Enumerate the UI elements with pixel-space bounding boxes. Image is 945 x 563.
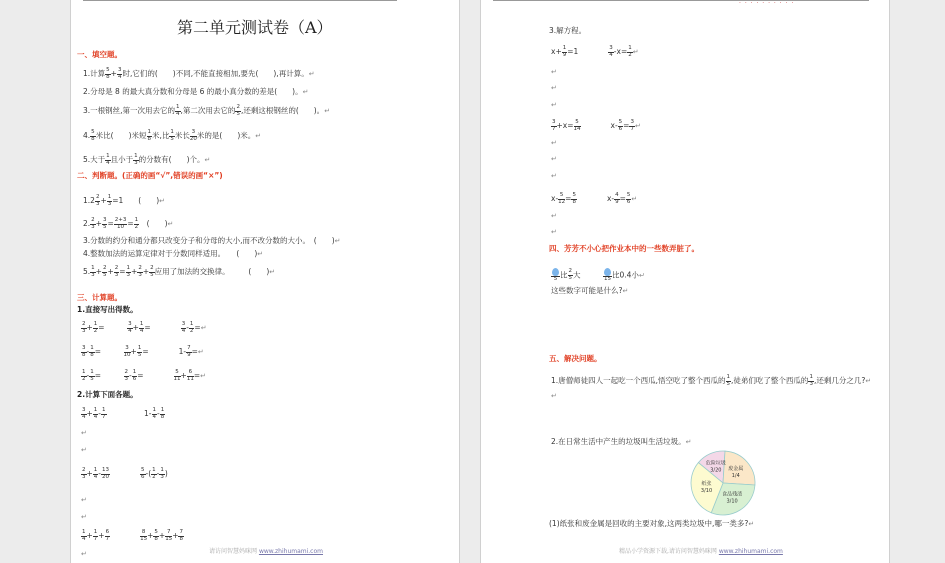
question-1-5: 5.大于 $\frac{1}{4}$ 且小于 $\frac{1}{3}$ 的分数有( )个。↵ bbox=[83, 153, 211, 166]
question-2-2: 2. $\frac{2}{3}$ + $\frac{3}{5}$ = $\frac{2+3}{10}$ = $\frac{1}{2}$ ( )↵ bbox=[83, 217, 174, 230]
question-2-4: 4.整数加法的运算定律对于分数同样适用。 ( )↵ bbox=[83, 249, 264, 258]
compute-row-3: $\frac{1}{4}$ + $\frac{1}{7}$ + $\frac{6}{7}$ $\frac{8}{15}$ + $\frac{5}{8}$ + $\frac{7}{15}$ + $\frac{7}{8}$ bbox=[82, 529, 183, 542]
question-2-1: 1.2 $\frac{2}{3}$ + $\frac{1}{3}$ =1 ( )↵ bbox=[83, 194, 166, 207]
subsection-direct: 1.直接写出得数。 bbox=[77, 305, 138, 314]
compute-row-1: $\frac{3}{4}$ + $\frac{1}{4}$ - $\frac{1}{7}$ 1- $\frac{1}{4}$ - $\frac{1}{8}$ bbox=[82, 407, 165, 420]
blank-line: ↵ bbox=[551, 139, 557, 147]
page-title: 第二单元测试卷（A） bbox=[177, 18, 333, 37]
question-5-1: 1.唐僧师徒四人一起吃一个西瓜,悟空吃了整个西瓜的 $\frac{1}{5}$ ,徒弟们吃了整个西瓜的 $\frac{1}{3}$ ,还剩几分之几?↵ bbox=[551, 374, 872, 387]
question-2-5: 5. $\frac{1}{3}$ + $\frac{2}{5}$ + $\frac{2}{3}$ = $\frac{1}{3}$ + $\frac{2}{3}$ + $\frac{2}{5}$ 应用了加法的交换律。 ( )↵ bbox=[83, 265, 276, 278]
section-fill-blank: 一、填空题。 bbox=[77, 50, 122, 59]
section-smudged: 四、芳芳不小心把作业本中的一些数弄脏了。 bbox=[549, 244, 699, 253]
question-1-2: 2.分母是 8 的最大真分数和分母是 6 的最小真分数的差是( )。↵ bbox=[83, 87, 309, 96]
smudged-numbers: 5 比 $\frac{2}{5}$ 大 15 比0.4小↵ bbox=[551, 268, 645, 283]
question-5-2-1: (1)纸张和废金属是回收的主要对象,这两类垃圾中,哪一类多?↵ bbox=[549, 519, 755, 528]
question-4-prompt: 这些数字可能是什么?↵ bbox=[551, 286, 629, 295]
pie-label: 危险垃圾 bbox=[705, 460, 726, 467]
blank-line: ↵ bbox=[551, 101, 557, 109]
blank-line: ↵ bbox=[81, 446, 87, 454]
question-1-4: 4. $\frac{5}{8}$ 米比( )米短 $\frac{1}{8}$ 米,比 $\frac{1}{5}$ 米长 $\frac{3}{20}$ 米的是( )米。↵ bbox=[83, 129, 262, 142]
header-line bbox=[493, 0, 869, 1]
equation-row-2: $\frac{3}{7}$ +x= $\frac{5}{14}$ x- $\frac{5}{6}$ = $\frac{3}{7}$ ↵ bbox=[552, 119, 641, 132]
subsection-equation: 3.解方程。 bbox=[549, 26, 587, 35]
section-calculation: 三、计算题。 bbox=[77, 293, 122, 302]
footer-link[interactable]: www.zhihumami.com bbox=[718, 548, 783, 555]
blank-line: ↵ bbox=[551, 212, 557, 220]
blank-line: ↵ bbox=[551, 155, 557, 163]
equation-row-1: x+ $\frac{1}{9}$ =1 $\frac{3}{4}$ -x= $\frac{1}{2}$ ↵ bbox=[551, 45, 639, 58]
blank-line: ↵ bbox=[551, 68, 557, 76]
pie-fraction: 3/10 bbox=[700, 488, 713, 495]
question-2-3: 3.分数的约分和通分都只改变分子和分母的大小,而不改分数的大小。 ( )↵ bbox=[83, 236, 341, 245]
calc-row-1: $\frac{2}{3}$ + $\frac{1}{2}$ = $\frac{3}{4}$ + $\frac{1}{4}$ = $\frac{3}{4}$ - $\frac{1}{2}$ =↵ bbox=[82, 321, 207, 334]
pie-fraction: 3/20 bbox=[710, 467, 722, 474]
equation-row-3: x- $\frac{5}{12}$ = $\frac{5}{8}$ x- $\frac{4}{9}$ = $\frac{5}{6}$ ↵ bbox=[551, 192, 638, 205]
header-dots: · · · · · · · · · · bbox=[739, 0, 795, 7]
page-right bbox=[480, 0, 890, 563]
footer-right: 精品小学资源下载,请访问智慧妈咪网 www.zhihumami.com bbox=[619, 548, 783, 555]
pie-fraction: 3/10 bbox=[726, 498, 738, 505]
subsection-compute: 2.计算下面各题。 bbox=[77, 390, 138, 399]
blank-line: ↵ bbox=[551, 392, 557, 400]
compute-row-2: $\frac{2}{3}$ + $\frac{1}{4}$ - $\frac{13}{20}$ $\frac{5}{6}$ -( $\frac{1}{2}$ - $\frac{1}{3}$ ) bbox=[82, 467, 168, 480]
section-true-false: 二、判断题。(正确的画“√”,错误的画“×”) bbox=[77, 171, 223, 180]
footer-left: 请访问智慧妈咪网 www.zhihumami.com bbox=[209, 548, 323, 555]
question-5-2: 2.在日常生活中产生的垃圾叫生活垃圾。↵ bbox=[551, 437, 692, 446]
blank-line: ↵ bbox=[551, 172, 557, 180]
pie-label: 废金属 bbox=[728, 465, 744, 472]
blank-line: ↵ bbox=[551, 228, 557, 236]
pie-label: 食品残渣 bbox=[722, 491, 743, 498]
blank-line: ↵ bbox=[81, 429, 87, 437]
page-left bbox=[70, 0, 460, 563]
blank-line: ↵ bbox=[551, 84, 557, 92]
blank-line: ↵ bbox=[81, 550, 87, 558]
header-line bbox=[83, 0, 397, 1]
blank-line: ↵ bbox=[81, 513, 87, 521]
footer-link[interactable]: www.zhihumami.com bbox=[258, 548, 323, 555]
calc-row-3: $\frac{1}{2}$ - $\frac{1}{5}$ = $\frac{2}{3}$ - $\frac{1}{6}$ = $\frac{5}{11}$ + $\frac{6}{11}$ =↵ bbox=[82, 369, 206, 382]
waste-pie-chart bbox=[689, 449, 757, 517]
section-problems: 五、解决问题。 bbox=[549, 354, 602, 363]
pie-label: 纸张 bbox=[701, 481, 712, 488]
question-1-3: 3.一根钢丝,第一次用去它的 $\frac{1}{4}$ ,第二次用去它的 $\frac{2}{5}$ ,还剩这根钢丝的( )。↵ bbox=[83, 104, 331, 117]
calc-row-2: $\frac{3}{8}$ - $\frac{1}{8}$ = $\frac{3}{10}$ + $\frac{1}{5}$ = 1- $\frac{7}{9}$ =↵ bbox=[82, 345, 204, 358]
pie-fraction: 1/4 bbox=[731, 472, 740, 479]
question-1-1: 1.计算 $\frac{5}{8}$ + $\frac{3}{4}$ 时,它们的( )不同,不能直接相加,要先( ),再计算。↵ bbox=[83, 67, 315, 80]
blank-line: ↵ bbox=[81, 496, 87, 504]
